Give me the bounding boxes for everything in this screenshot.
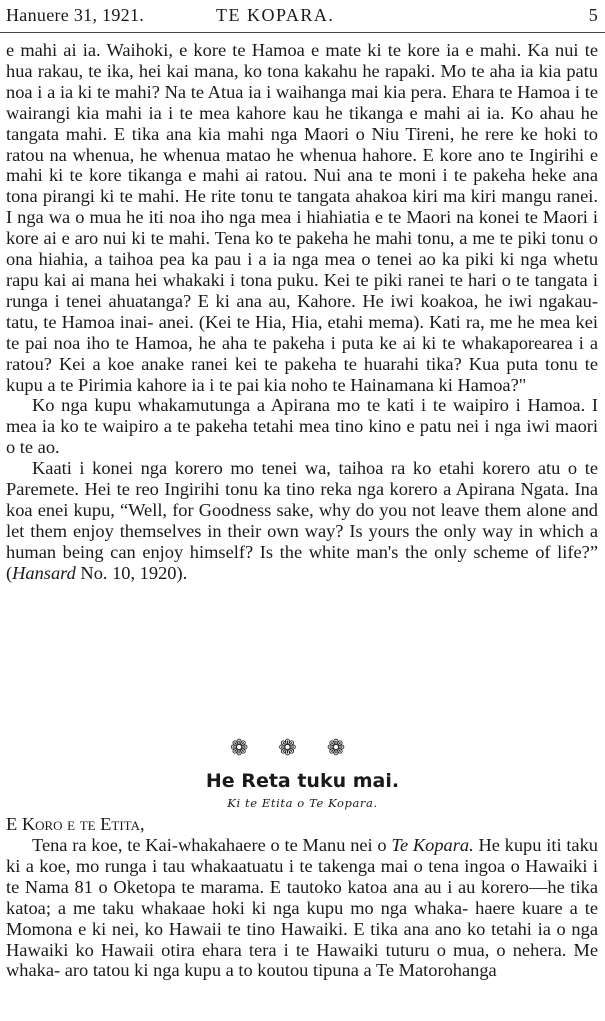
newspaper-name: Te Kopara.	[391, 835, 479, 855]
citation-details: No. 10, 1920).	[75, 562, 188, 583]
text-line: e mahi ai ia. Ko ahau he tangata mahi. E tika ana kia	[6, 102, 598, 144]
text-line: pakeha he mahi tonu, a me te piki tonu o ona hiahia, a taihoa	[6, 228, 599, 270]
text-line: pakeha te huarahi tika? Kua puta tonu te kupu a te Pirimia	[6, 353, 599, 395]
letter-salutation: E Koro e te Etita,	[6, 814, 145, 834]
text-line: hari o te tangata i runga i tenei ahuatanga? E ki ana au,	[6, 269, 598, 311]
text-line: Ingirihi e mahi ki te kore tikanga e mahi ai ratou. Nui ana	[6, 144, 598, 186]
text-line: haere kuare a te Momona e ki nei, ko Hawaii te tino Hawaiki.	[6, 897, 598, 939]
running-header	[6, 5, 598, 27]
letter-subheading: Ki te Etita o Te Kopara.	[227, 796, 378, 810]
text-line: e mahi. Ka nui te hua rakau, te ika, hei kai mana, ko tona	[6, 40, 598, 81]
text-line: wa o mua he iti noa iho nga mea i hiahiatia e te Maori na	[48, 207, 479, 228]
text-line: korero atu o te Paremete. Hei te reo Ingirihi tonu ka tino	[6, 458, 598, 500]
text-line: kei te pai noa iho te Hamoa, he aha te pakeha i puta ke ai ki	[6, 311, 598, 353]
text-line: kai ai mana hei whakaki i tona puku. Kei te piki ranei te	[43, 269, 469, 290]
text-line: mea tino kino e patu nei i nga iwi maori o te ao.	[6, 416, 598, 458]
text-line: mahi nga Maori o Niu Tireni, he rere ke hoki to ratou na	[6, 123, 598, 165]
section-ornaments: ❁❁❁	[229, 736, 376, 761]
text-line: Kaati i konei nga korero mo tenei wa, taihoa ra ko etahi	[32, 458, 483, 479]
text-line: man's the only scheme of life?”	[356, 541, 598, 562]
text-line: katoa; a me taku whakaae hoki ki nga kupu mo nga whaka-	[6, 897, 476, 918]
article-paragraph-1	[6, 40, 598, 395]
text-line: whenua, he whenua matao he whenua hahore. E kore ano te	[72, 144, 529, 165]
header-title: TE KOPARA.	[216, 5, 335, 25]
article-body	[6, 40, 598, 584]
text-line: Ko nga kupu whakamutunga a Apirana mo te kati i te	[32, 395, 453, 416]
text-line: pea ka pau i a ia nga mea o tenei ao ka piki ki nga whetu rapu	[6, 249, 599, 290]
text-line: te moni i te pakeha heke ana tona pirangi ki te mahi. He	[6, 165, 599, 207]
text-line: aro tatou ki nga kupu a to koutou tipuna a Te Matorohanga	[64, 960, 497, 981]
letter-paragraph-1	[6, 835, 598, 981]
text-line: e mahi ai ia. Waihoki, e kore te Hamoa e mate ki te kore ia	[6, 40, 466, 60]
text-line: way in which a human being can enjoy himself? Is the white	[6, 520, 598, 562]
article-paragraph-3: Kaati i konei nga korero mo tenei wa, taihoa ra ko etahi korero atu o te Paremete. Hei te reo Ingirihi tonu ka tino reka nga korero a Apirana Ngata. Ina koa enei kupu, “Well, for Goodness sake, why do you not leave them alone and let them enjoy themselves in their own way? Is yours the only way in which a human being can enjoy himself? Is the white man's the only scheme of life?” (Hansard No. 10, 1920).	[6, 458, 599, 583]
text-line: rite tonu te tangata ahakoa kiri ma kiri mangu ranei. I nga	[6, 186, 598, 228]
article-paragraph-2	[6, 395, 598, 458]
text-line: anei. (Kei te Hia, Hia, etahi mema). Kati ra, me he mea	[158, 311, 576, 332]
text-line: konei te Maori i kore ai e aro nui ki te mahi. Tena ko te	[6, 207, 599, 249]
text-line: He kupu iti taku ki a koe, mo runga i tau whakaatuatu i te	[6, 835, 598, 876]
text-line: for Goodness sake, why do you not leave them alone and let	[6, 499, 599, 541]
text-line: them enjoy themselves in their own way? Is yours the only	[30, 520, 483, 541]
text-line: te whakaporearea i a ratou? Kei a koe anake ranei kei te	[6, 332, 599, 374]
text-line: Hamoa i te wairangi kia mahi ia i te mea kahore kau he tikanga	[6, 81, 598, 123]
text-line: te marama. E tautoko katoa ana au i au korero—he tika	[181, 876, 598, 897]
letter-heading: He Reta tuku mai.	[205, 770, 400, 792]
header-date: Hanuere 31, 1921.	[6, 5, 145, 25]
letter-intro: Tena ra koe, te Kai-whakahaere o te Manu nei o	[32, 835, 392, 855]
text-line: ehara tera i te Hawaiki tuturu o mua, o nehera. Me whaka-	[6, 939, 598, 981]
header-rule	[0, 32, 605, 33]
text-line: kahore ia i te pai kia noho te Hainamana ki Hamoa?"	[136, 374, 527, 395]
text-line: mahi? Na te Atua ia i waihanga mai kia pera. Ehara te	[114, 81, 518, 102]
text-line: waipiro i Hamoa. I mea ia ko te waipiro a te pakeha tetahi	[6, 395, 598, 437]
letter-body	[6, 835, 598, 981]
text-line: Kahore. He iwi koakoa, he iwi ngakau-tatu, te Hamoa inai-	[6, 290, 598, 332]
page-number: 5	[588, 5, 598, 25]
text-line: kakahu he rapaki. Mo te aha ia kia patu noa i a ia ki te	[6, 60, 598, 102]
text-line: takenga mai o tena ingoa o Hawaiki i te Nama 81 o Oketopa	[6, 855, 599, 897]
text-line: E tika ana ano ko tetahi ia o nga Hawaiki ko Hawaii otira	[6, 918, 598, 960]
text-line: reka nga korero a Apirana Ngata. Ina koa enei kupu, “Well,	[6, 479, 598, 520]
citation-title: Hansard	[12, 562, 76, 583]
